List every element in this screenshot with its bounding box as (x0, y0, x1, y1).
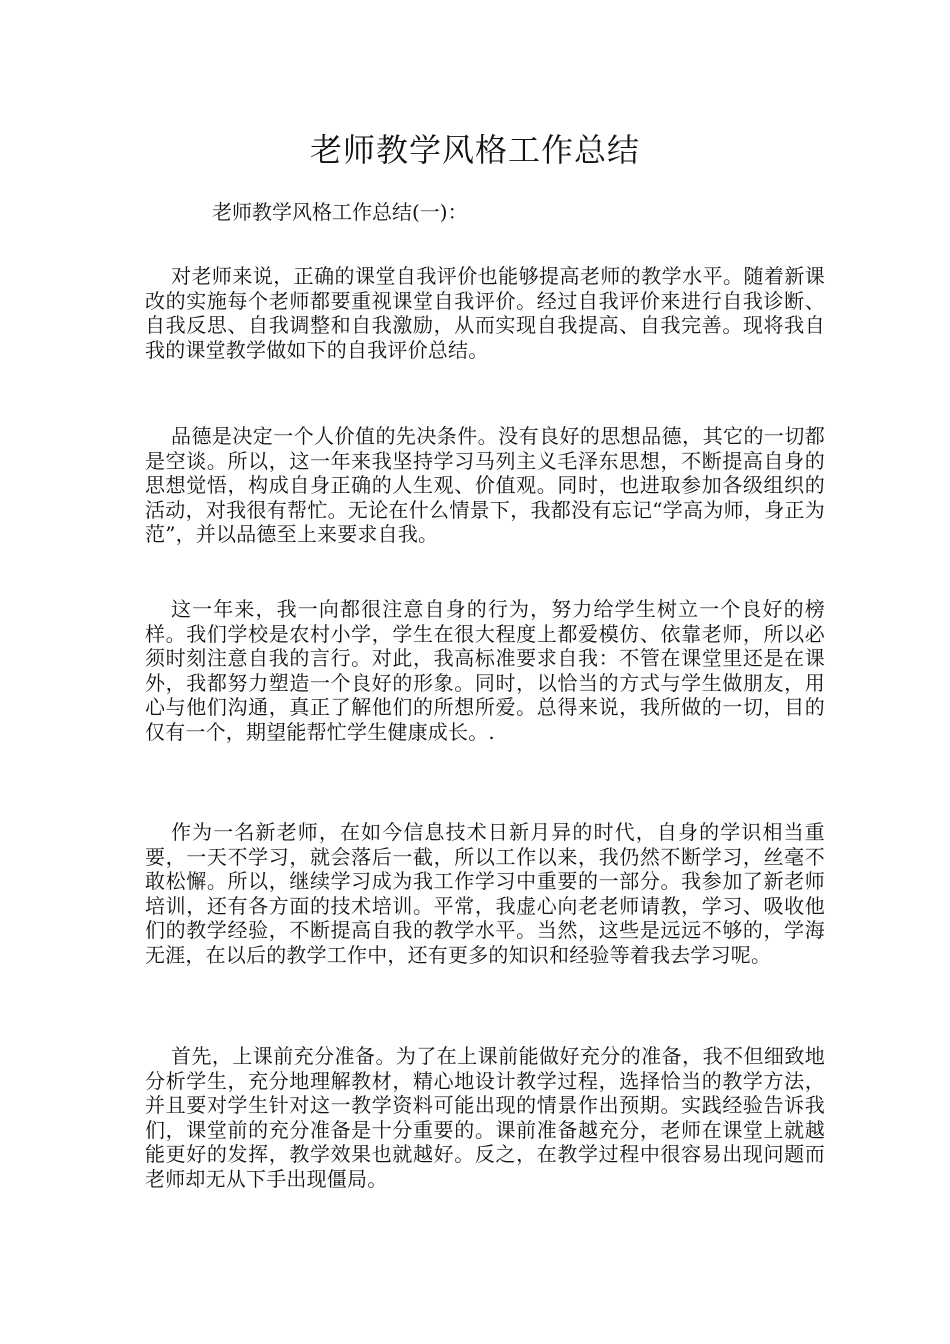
paragraph-self-evaluation: 对老师来说，正确的课堂自我评价也能够提高老师的教学水平。随着新课改的实施每个老师都要重视课堂自我评价。经过自我评价来进行自我诊断、自我反思、自我调整和自我激励，从而实现自我提高、自我完善。现将我自我的课堂教学做如下的自我评价总结。 (145, 264, 825, 362)
paragraph-learning: 作为一名新老师，在如今信息技术日新月异的时代，自身的学识相当重要，一天不学习，就会落后一截，所以工作以来，我仍然不断学习，丝毫不敢松懈。所以，继续学习成为我工作学习中重要的一部分。我参加了新老师培训，还有各方面的技术培训。平常，我虚心向老老师请教，学习、吸收他们的教学经验，不断提高自我的教学水平。当然，这些是远远不够的，学海无涯，在以后的教学工作中，还有更多的知识和经验等着我去学习呢。 (145, 820, 825, 967)
paragraph-morality: 品德是决定一个人价值的先决条件。没有良好的思想品德，其它的一切都是空谈。所以，这一年来我坚持学习马列主义毛泽东思想，不断提高自身的思想觉悟，构成自身正确的人生观、价值观。同时，也进取参加各级组织的活动，对我很有帮忙。无论在什么情景下，我都没有忘记“学高为师，身正为范”，并以品德至上来要求自我。 (145, 424, 825, 546)
document-title: 老师教学风格工作总结 (309, 131, 640, 169)
section-heading: 老师教学风格工作总结(一)： (212, 200, 468, 224)
paragraph-behavior: 这一年来，我一向都很注意自身的行为，努力给学生树立一个良好的榜样。我们学校是农村小学，学生在很大程度上都爱模仿、依靠老师，所以必须时刻注意自我的言行。对此，我高标准要求自我：不管在课堂里还是在课外，我都努力塑造一个良好的形象。同时，以恰当的方式与学生做朋友，用心与他们沟通，真正了解他们的所想所爱。总得来说，我所做的一切，目的仅有一个，期望能帮忙学生健康成长。. (145, 597, 825, 744)
paragraph-preparation: 首先，上课前充分准备。为了在上课前能做好充分的准备，我不但细致地分析学生，充分地理解教材，精心地设计教学过程，选择恰当的教学方法，并且要对学生针对这一教学资料可能出现的情景作出预期。实践经验告诉我们，课堂前的充分准备是十分重要的。课前准备越充分，老师在课堂上就越能更好的发挥，教学效果也就越好。反之，在教学过程中很容易出现问题而老师却无从下手出现僵局。 (145, 1044, 825, 1191)
